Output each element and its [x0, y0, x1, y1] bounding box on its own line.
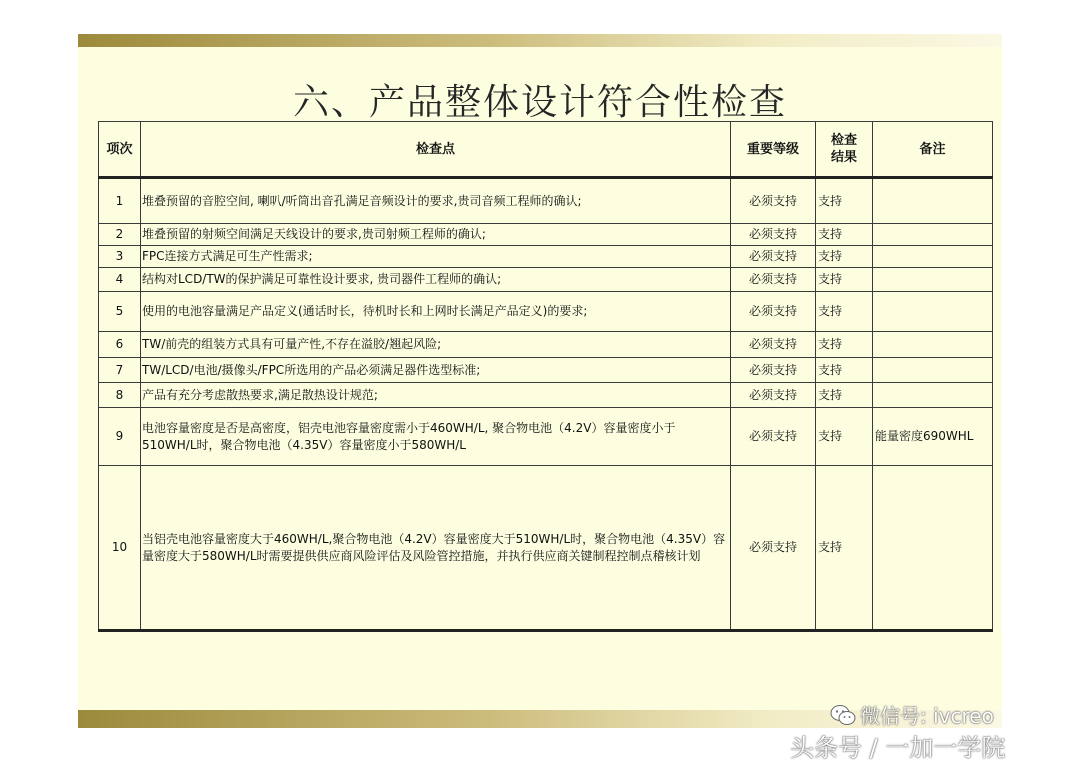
row-number: 3 [99, 246, 141, 268]
header-importance-level: 重要等级 [731, 122, 816, 178]
row-number: 1 [99, 178, 141, 224]
row-remark [873, 268, 993, 292]
row-check-result: 支持 [816, 358, 873, 383]
row-importance-level: 必须支持 [731, 383, 816, 408]
row-number: 8 [99, 383, 141, 408]
row-check-point: FPC连接方式满足可生产性需求; [141, 246, 731, 268]
row-importance-level: 必须支持 [731, 292, 816, 332]
table-row [99, 268, 993, 292]
row-check-result: 支持 [816, 178, 873, 224]
row-remark [873, 292, 993, 332]
row-check-result: 支持 [816, 383, 873, 408]
row-check-point: 当铝壳电池容量密度大于460WH/L,聚合物电池（4.2V）容量密度大于510WH/L时，聚合物电池（4.35V）容量密度大于580WH/L时需要提供供应商风险评估及风险管控措施，并执行供应商关键制程控制点稽核计划 [141, 466, 731, 631]
row-importance-level: 必须支持 [731, 268, 816, 292]
row-check-point: 堆叠预留的音腔空间, 喇叭/听筒出音孔满足音频设计的要求,贵司音频工程师的确认; [141, 178, 731, 224]
row-importance-level: 必须支持 [731, 408, 816, 466]
row-check-result: 支持 [816, 466, 873, 631]
table-row [99, 358, 993, 383]
row-number: 10 [99, 466, 141, 631]
design-check-table [98, 121, 993, 632]
table-header-row [99, 122, 993, 178]
row-remark [873, 178, 993, 224]
watermark-toutiao-account: 头条号 / 一加一学院 [790, 734, 1006, 762]
table-row [99, 178, 993, 224]
row-remark [873, 466, 993, 631]
row-check-point: 使用的电池容量满足产品定义(通话时长，待机时长和上网时长满足产品定义)的要求; [141, 292, 731, 332]
row-check-point: TW/前壳的组装方式具有可量产性,不存在溢胶/翘起风险; [141, 332, 731, 358]
row-remark [873, 246, 993, 268]
wechat-icon [830, 704, 856, 726]
row-importance-level: 必须支持 [731, 246, 816, 268]
row-remark [873, 383, 993, 408]
table-row [99, 246, 993, 268]
row-check-result: 支持 [816, 224, 873, 246]
top-decorative-bar [78, 34, 1002, 47]
slide-title: 六、产品整体设计符合性检查 [292, 82, 787, 123]
watermark [790, 700, 1050, 762]
row-number: 5 [99, 292, 141, 332]
row-remark [873, 332, 993, 358]
row-remark: 能量密度690WHL [873, 408, 993, 466]
row-number: 7 [99, 358, 141, 383]
row-check-result: 支持 [816, 332, 873, 358]
header-result-line2: 结果 [830, 150, 857, 165]
table-row [99, 332, 993, 358]
row-importance-level: 必须支持 [731, 178, 816, 224]
row-check-point: 产品有充分考虑散热要求,满足散热设计规范; [141, 383, 731, 408]
header-remark: 备注 [873, 122, 993, 178]
row-number: 4 [99, 268, 141, 292]
header-no: 项次 [99, 122, 141, 178]
row-check-point: 电池容量密度是否是高密度，铝壳电池容量密度需小于460WH/L, 聚合物电池（4.2V）容量密度小于510WH/L时，聚合物电池（4.35V）容量密度小于580WH/L [141, 408, 731, 466]
row-check-result: 支持 [816, 268, 873, 292]
row-importance-level: 必须支持 [731, 358, 816, 383]
row-number: 9 [99, 408, 141, 466]
row-check-result: 支持 [816, 408, 873, 466]
row-remark [873, 358, 993, 383]
table-row [99, 408, 993, 466]
table-row [99, 292, 993, 332]
watermark-wechat-id: 微信号: ivcreo [860, 704, 994, 728]
row-number: 6 [99, 332, 141, 358]
table-row [99, 466, 993, 631]
table-row [99, 383, 993, 408]
row-remark [873, 224, 993, 246]
row-check-result: 支持 [816, 292, 873, 332]
row-check-point: TW/LCD/电池/摄像头/FPC所选用的产品必须满足器件选型标准; [141, 358, 731, 383]
header-result-line1: 检查 [830, 133, 857, 148]
row-check-point: 结构对LCD/TW的保护满足可靠性设计要求, 贵司器件工程师的确认; [141, 268, 731, 292]
table-row [99, 224, 993, 246]
row-check-point: 堆叠预留的射频空间满足天线设计的要求,贵司射频工程师的确认; [141, 224, 731, 246]
row-importance-level: 必须支持 [731, 224, 816, 246]
row-importance-level: 必须支持 [731, 466, 816, 631]
row-importance-level: 必须支持 [731, 332, 816, 358]
row-number: 2 [99, 224, 141, 246]
header-check-result [816, 122, 873, 178]
row-check-result: 支持 [816, 246, 873, 268]
slide [78, 34, 1002, 728]
header-check-point: 检查点 [141, 122, 731, 178]
